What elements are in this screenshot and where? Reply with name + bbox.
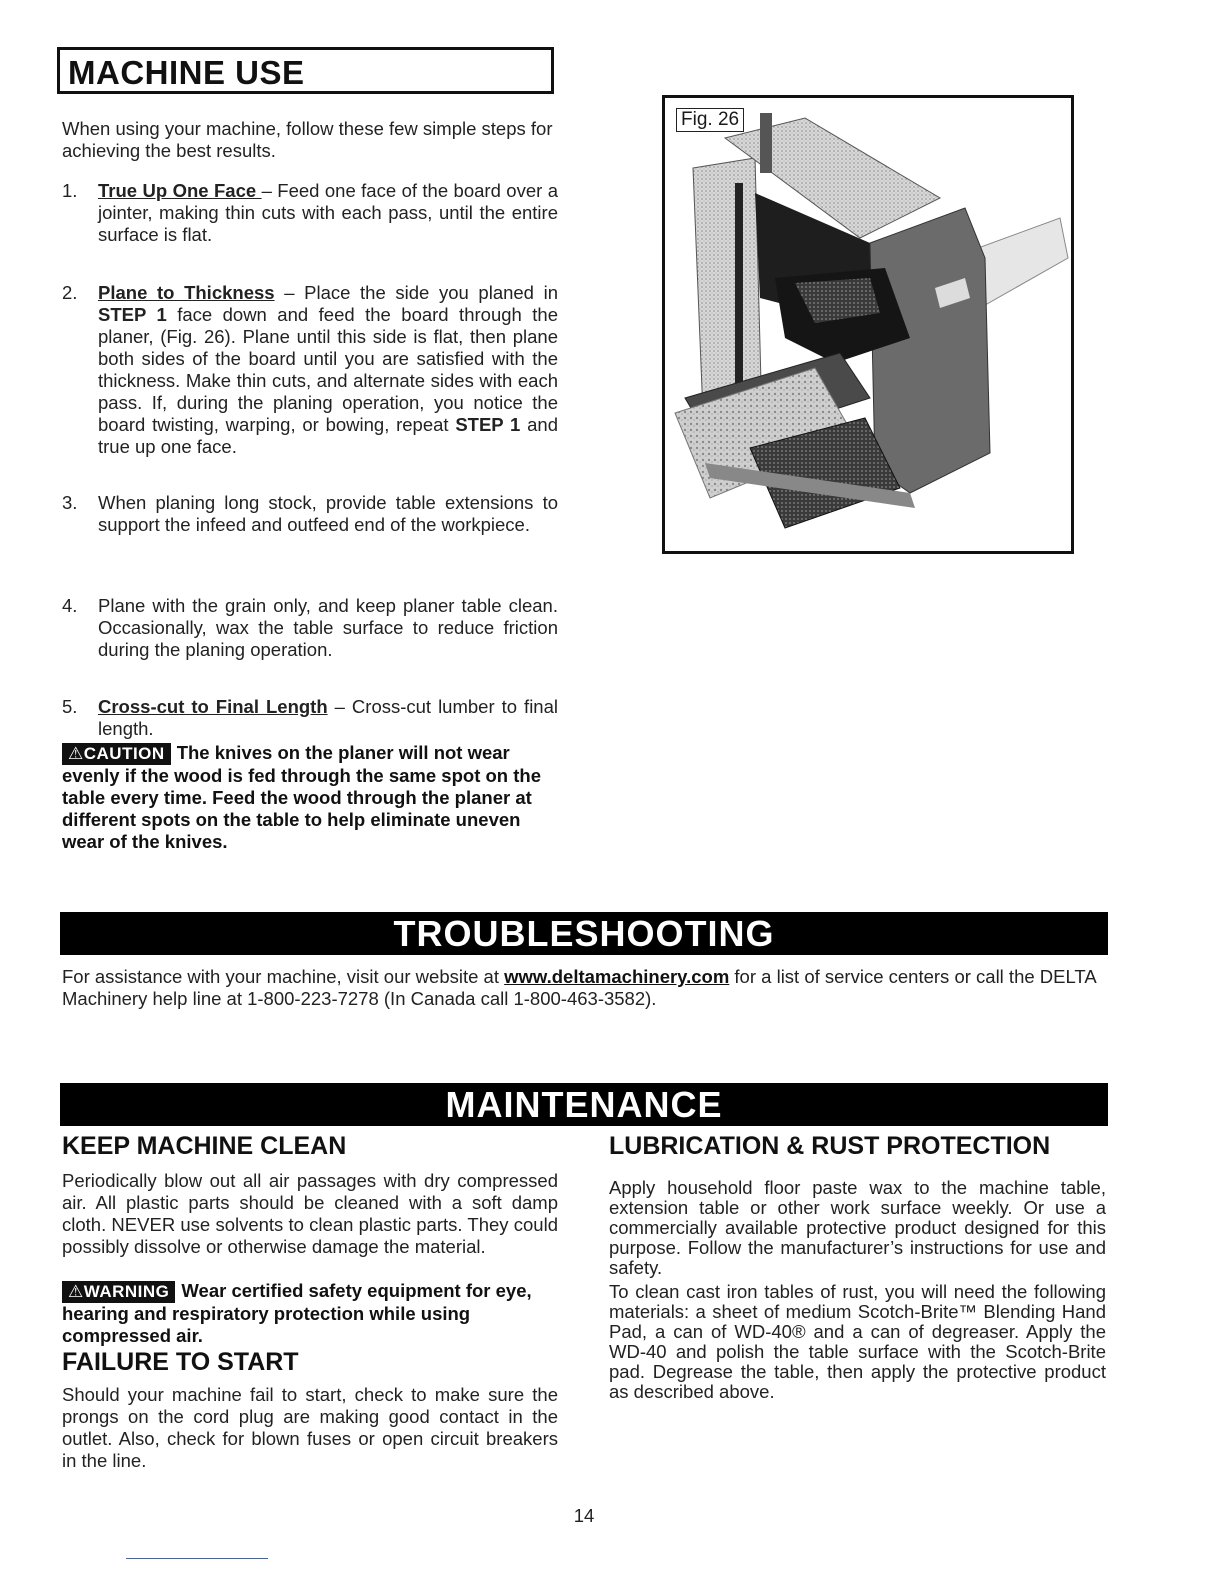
machine-use-title: MACHINE USE xyxy=(68,54,305,91)
footer-rule xyxy=(126,1558,268,1559)
step-2: 2. Plane to Thickness – Place the side you planed in STEP 1 face down and feed the board through the planer, (Fig. 26). Plane until this side is flat, then plane both sides of the board until you are satisfied with the thickness. Make thin cuts, and alternate sides with each pass. If, during the planing operation, you notice the board twisting, warping, or bowing, repeat STEP 1 and true up one face. xyxy=(62,282,558,457)
step-5: 5. Cross-cut to Final Length – Cross-cut lumber to final length. xyxy=(62,696,558,739)
keep-machine-clean-text: Periodically blow out all air passages with dry compressed air. All plastic parts should be cleaned with a soft damp cloth. NEVER use solvents to clean plastic parts. They could possibly dissolve or otherwise damage the material. xyxy=(62,1170,558,1257)
step-1-heading: True Up One Face xyxy=(98,180,262,201)
step-1: 1. True Up One Face – Feed one face of the board over a jointer, making thin cuts with each pass, until the entire surface is flat. xyxy=(62,180,558,245)
maintenance-banner xyxy=(60,1083,1108,1126)
warning-badge: ⚠WARNING xyxy=(62,1281,175,1303)
caution-notice xyxy=(62,742,558,853)
step-5-heading: Cross-cut to Final Length xyxy=(98,696,328,717)
failure-to-start-text: Should your machine fail to start, check to make sure the prongs on the cord plug are making good contact in the outlet. Also, check for blown fuses or open circuit breakers in the line. xyxy=(62,1384,558,1471)
keep-machine-clean-heading: KEEP MACHINE CLEAN xyxy=(62,1132,347,1160)
step-4: 4. Plane with the grain only, and keep planer table clean. Occasionally, wax the table surface to reduce friction during the planing operation. xyxy=(62,595,558,660)
figure-26 xyxy=(662,95,1074,554)
troubleshooting-banner xyxy=(60,912,1108,955)
machine-use-intro: When using your machine, follow these few simple steps for achieving the best results. xyxy=(62,118,553,161)
machine-use-header xyxy=(57,47,554,94)
lubrication-text-1: Apply household floor paste wax to the machine table, extension table or other work surface weekly. Or use a commercially available protective product designed for this purpose. Follow the manufacturer’s instructions for use and safety. xyxy=(609,1177,1106,1278)
page-number: 14 xyxy=(573,1505,595,1526)
planer-illustration xyxy=(665,98,1071,551)
warning-text: Wear certified safety equipment for eye, hearing and respiratory protection while using compressed air. xyxy=(62,1280,532,1346)
troubleshooting-title: TROUBLESHOOTING xyxy=(393,913,775,954)
delta-website-link[interactable]: www.deltamachinery.com xyxy=(504,966,730,987)
caution-badge: ⚠CAUTION xyxy=(62,743,171,765)
step-3: 3. When planing long stock, provide table extensions to support the infeed and outfeed end of the workpiece. xyxy=(62,492,558,535)
maintenance-title: MAINTENANCE xyxy=(445,1084,723,1125)
caution-text: The knives on the planer will not wear evenly if the wood is fed through the same spot on the table every time. Feed the wood through the planer at different spots on the table to help eliminate uneven wear of the knives. xyxy=(62,742,541,852)
troubleshooting-text: For assistance with your machine, visit our website at www.deltamachinery.com for a list of service centers or call the DELTA Machinery help line at 1-800-223-7278 (In Canada call 1-800-463-3582). xyxy=(62,966,1096,1009)
warning-notice xyxy=(62,1280,558,1347)
failure-to-start-heading: FAILURE TO START xyxy=(62,1348,299,1376)
figure-label: Fig. 26 xyxy=(676,108,744,132)
lubrication-heading: LUBRICATION & RUST PROTECTION xyxy=(609,1132,1051,1160)
lubrication-text-2: To clean cast iron tables of rust, you will need the following materials: a sheet of medium Scotch-Brite™ Blending Hand Pad, a can of WD-40® and a can of degreaser. Apply the WD-40 and polish the table surface with the Scotch-Brite pad. Degrease the table, then apply the protective product as described above. xyxy=(609,1281,1106,1402)
step-2-heading: Plane to Thickness xyxy=(98,282,275,303)
